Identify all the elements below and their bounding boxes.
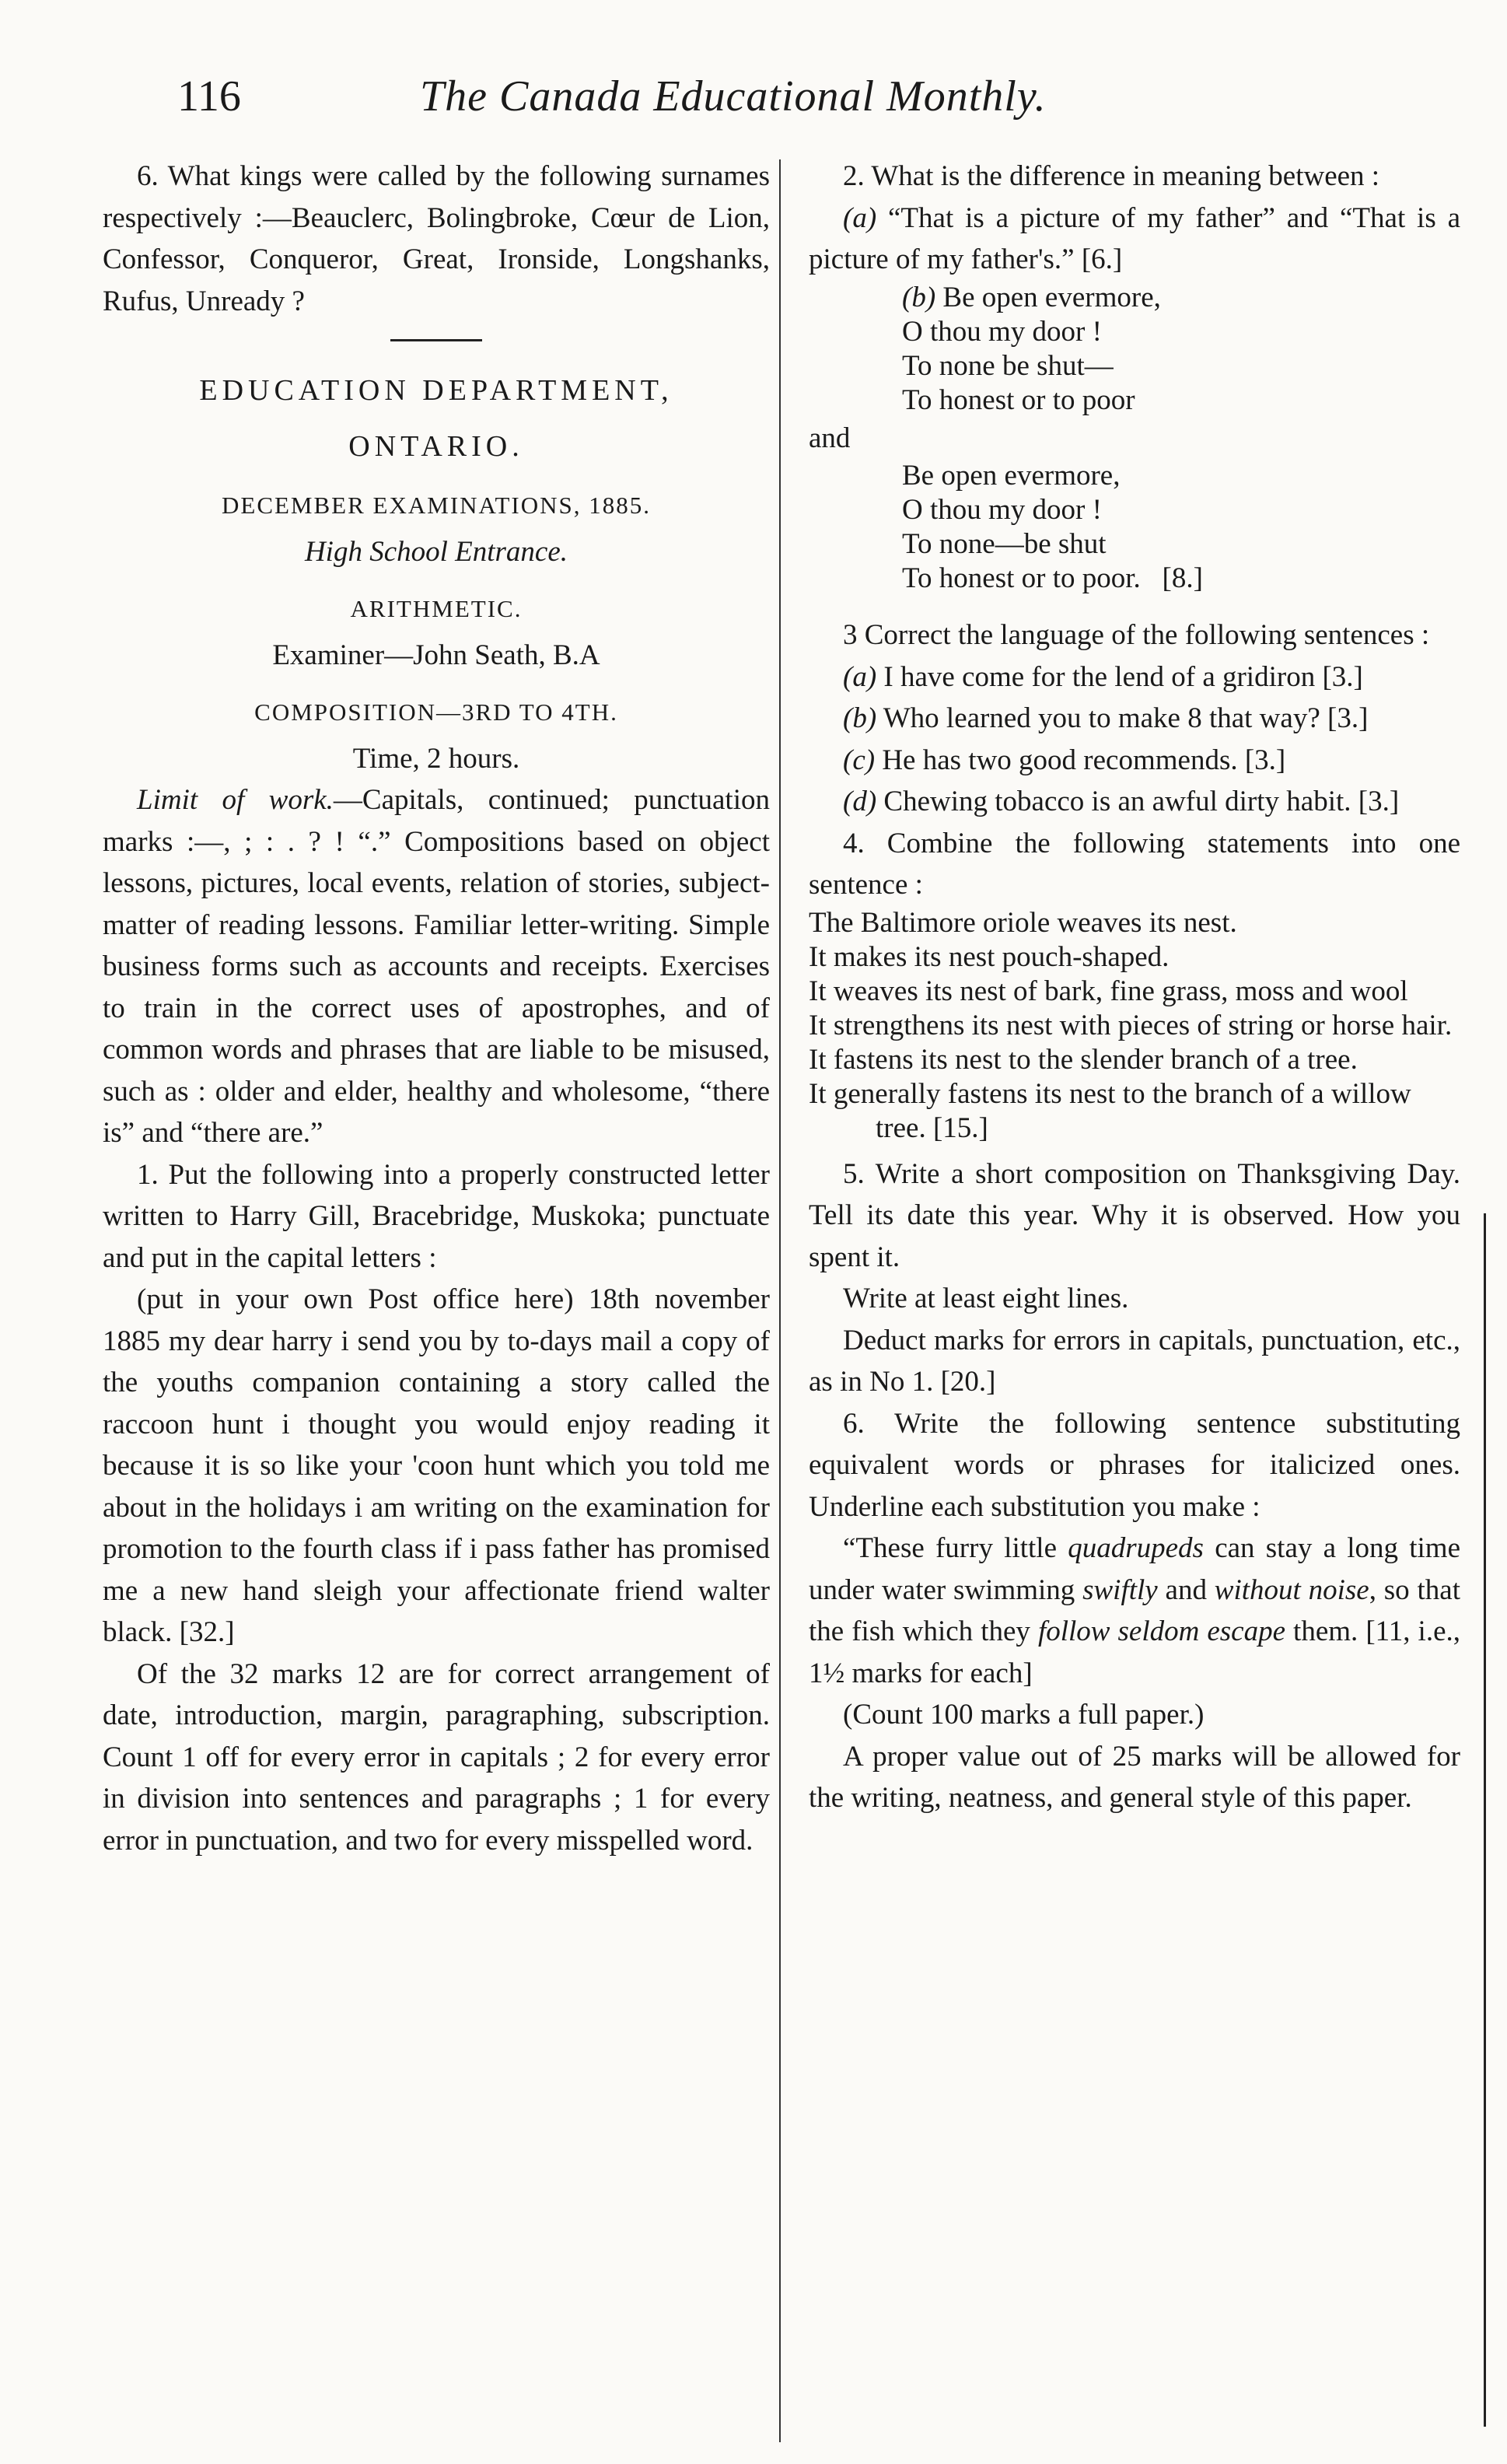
question-4: 4. Combine the following statements into one sentence : [809,827,1460,901]
quote-part: “These furry little [843,1532,1068,1564]
column-divider [779,159,781,2442]
q3a-label: (a) [843,660,877,693]
limit-text: —Capitals, continued; punctuation marks :—, ; : . ? ! “.” Compositions based on object lessons, pictures, local events, relation of stories, subject-matter of reading lessons. Familiar letter-writing. Simple business forms such as accounts and receipts. Exercises to train in the correct uses of apostrophes, and of common words and phrases that are liable to be misused, such as : older and elder, healthy and wholesome, “there is” and “there are.” [103,784,770,1149]
quote-italic: without noise [1214,1573,1369,1606]
question-5-lines: Write at least eight lines. [843,1283,1129,1314]
statement-list [809,906,1460,1146]
quote-part: , so that the fish which they [809,1573,1460,1647]
question-3c [809,740,1460,782]
verse-line [902,562,1460,596]
right-column [809,156,1460,1819]
question-3: 3 Correct the language of the following sentences : [843,619,1430,651]
statement: It fastens its nest to the slender branch of a tree. [809,1043,1358,1076]
question-1-marking: Of the 32 marks 12 are for correct arrangement of date, introduction, margin, paragraphing, subscription. Count 1 off for every error in capitals ; 2 for every error in division into sentences and paragraphs ; 1 for every error in punctuation, and two for every misspelled word. [103,1657,770,1857]
verse-line: Be open evermore, [942,281,1161,313]
examiner-line: Examiner—John Seath, B.A [272,639,600,671]
question-2a [809,198,1460,281]
q2b-label: (b) [902,281,936,313]
question-1: 1. Put the following into a properly constructed letter written to Harry Gill, Bracebridge, Muskoka; punctuate and put in the capital letters : [103,1158,770,1274]
right-edge-rule [1484,1213,1486,2427]
quote-italic: follow seldom escape [1037,1615,1286,1647]
question-3b [809,698,1460,740]
question-6-quote [809,1528,1460,1694]
verse-b-line [902,281,1460,315]
question-5: 5. Write a short composition on Thanksgiving Day. Tell its date this year. Why it is observed. How you spent it. [809,1157,1460,1273]
q3c-label: (c) [843,744,876,776]
statement: It generally fastens its nest to the branch of a willow tree. [15.] [809,1077,1411,1144]
q3c-text: He has two good recommends. [3.] [882,744,1286,776]
question-3a [809,656,1460,698]
verse-b-alt [902,459,1460,596]
entrance-heading: High School Entrance. [304,535,568,568]
q2a-label: (a) [843,201,877,234]
verse-marks: [8.] [1162,562,1203,594]
page-number: 116 [177,72,241,121]
quote-part: them. [11, i.e., 1½ marks for each] [809,1615,1461,1689]
question-3d [809,781,1460,823]
department-heading: EDUCATION DEPARTMENT, [199,374,673,407]
subject-heading: ARITHMETIC. [350,595,523,622]
verse-line: O thou my door ! [902,494,1102,526]
question-6-surnames: 6. What kings were called by the following surnames respectively :—Beauclerc, Bolingbroke, Cœur de Lion, Confessor, Conqueror, Great, Ironside, Longshanks, Rufus, Unready ? [103,160,770,317]
q2a-text: “That is a picture of my father” and “That is a picture of my father's.” [6.] [809,201,1461,275]
verse-line: Be open evermore, [902,460,1121,492]
time-line: Time, 2 hours. [352,742,520,775]
q3a-text: I have come for the lend of a gridiron [3.] [883,660,1363,693]
verse-line-text: To honest or to poor. [902,562,1141,594]
quote-part: can stay a long time under water swimming [809,1532,1460,1606]
running-header [93,72,1446,134]
composition-heading: COMPOSITION—3RD TO 4TH. [254,698,618,726]
quote-italic: quadrupeds [1068,1532,1204,1564]
question-2: 2. What is the difference in meaning between : [843,160,1380,192]
verse-line: To none—be shut [902,528,1107,560]
verse-line: O thou my door ! [902,315,1102,348]
and-connector: and [809,422,851,454]
question-1-letter: (put in your own Post office here) 18th november 1885 my dear harry i send you by to-days mail a copy of the youths companion containing a story called the raccoon hunt i thought you would enjoy reading it because it is so like your 'coon hunt which you told me about in the holidays i am writing on the examination for promotion to the fourth class if i pass father has promised me a new hand sleigh your affectionate friend walter black. [32.] [103,1283,770,1648]
limit-of-work [103,779,770,1154]
q3d-label: (d) [843,786,877,817]
exam-heading: DECEMBER EXAMINATIONS, 1885. [222,492,651,519]
q3b-text: Who learned you to make 8 that way? [3.] [883,702,1369,734]
question-6: 6. Write the following sentence substituting equivalent words or phrases for italicized ones. Underline each substitution you make : [809,1407,1460,1523]
quote-part: and [1157,1573,1215,1606]
statement: It strengthens its nest with pieces of string or horse hair. [809,1009,1453,1041]
q3b-label: (b) [843,702,877,734]
statement: It makes its nest pouch-shaped. [809,940,1170,973]
verse-line: To none be shut— [902,349,1114,382]
verse-line: To honest or to poor [902,383,1135,416]
statement: It weaves its nest of bark, fine grass, moss and wool [809,975,1408,1007]
verse-b [902,281,1460,418]
count-note: (Count 100 marks a full paper.) [843,1699,1205,1731]
quote-italic: swiftly [1082,1573,1158,1606]
question-5-deduct: Deduct marks for errors in capitals, punctuation, etc., as in No 1. [20.] [809,1324,1460,1398]
final-note: A proper value out of 25 marks will be allowed for the writing, neatness, and general style of this paper. [809,1740,1460,1814]
statement: The Baltimore oriole weaves its nest. [809,906,1237,939]
limit-label: Limit of work. [137,784,334,816]
journal-title: The Canada Educational Monthly. [420,72,1047,121]
province-heading: ONTARIO. [348,430,524,463]
q3d-text: Chewing tobacco is an awful dirty habit. [3.] [883,786,1400,817]
left-column [103,156,770,1861]
section-divider [390,339,482,341]
